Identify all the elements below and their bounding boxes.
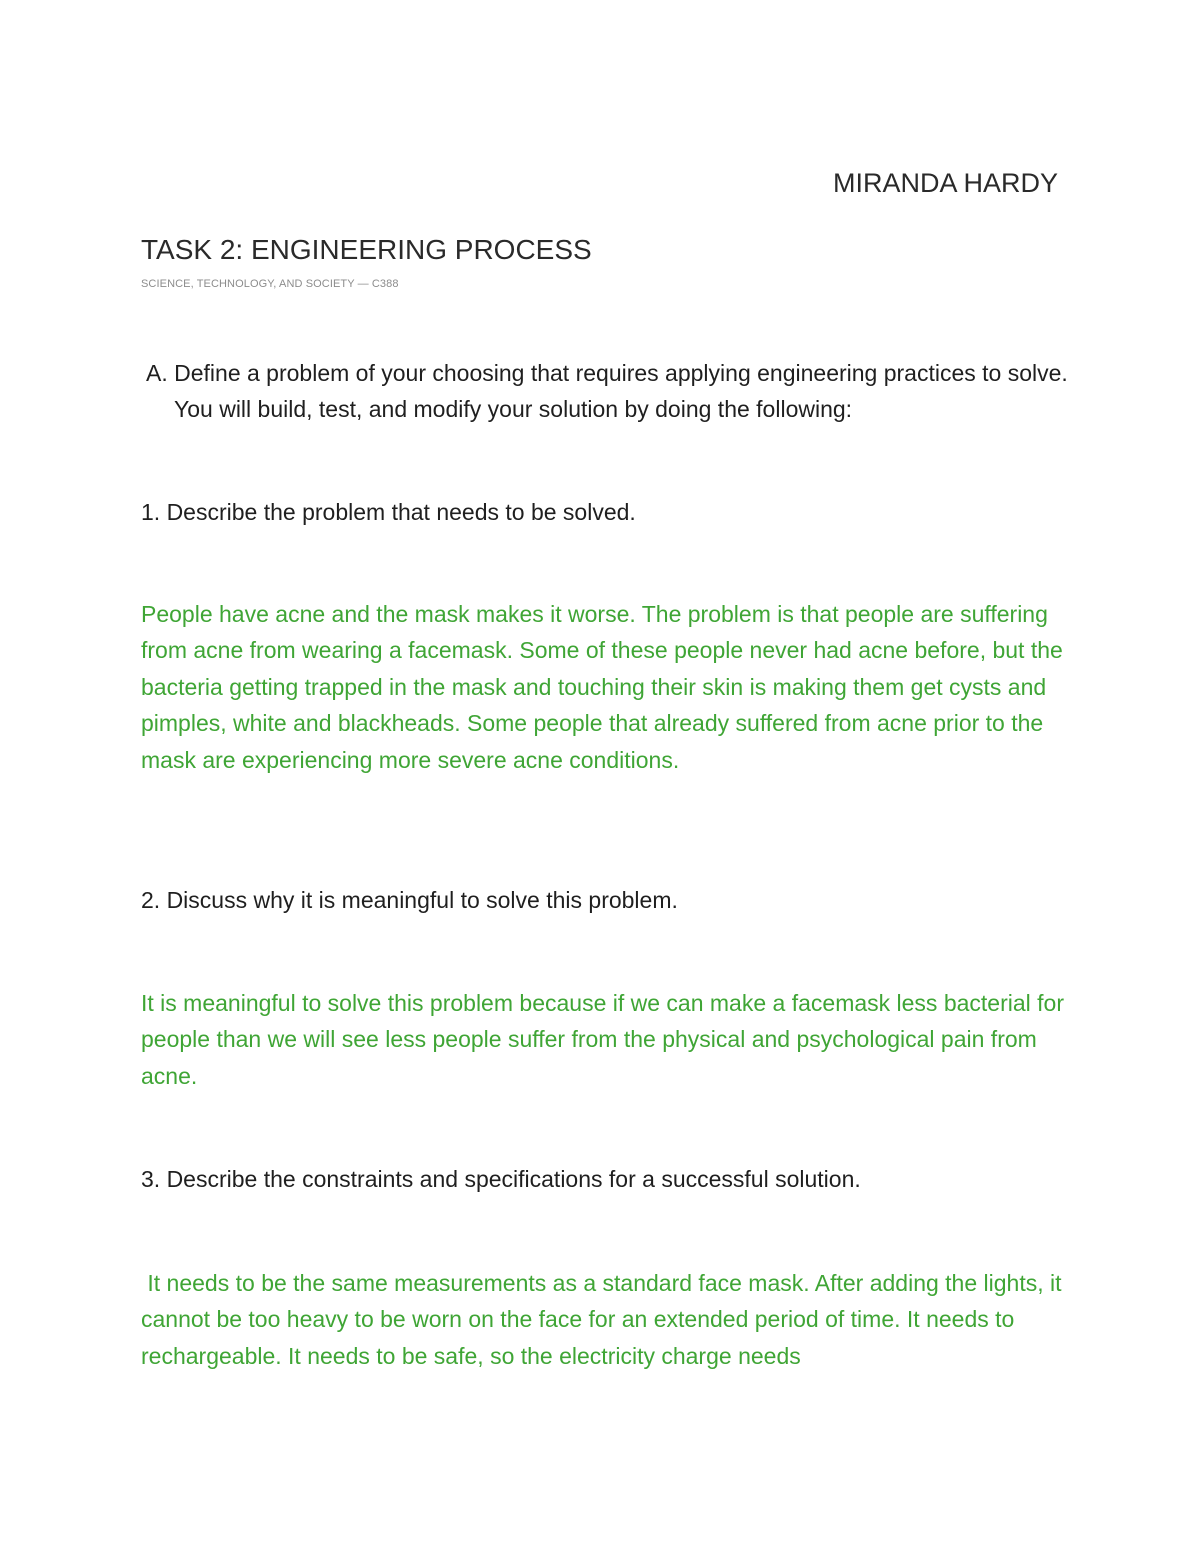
question-1: 1. Describe the problem that needs to be solved. [141, 499, 636, 525]
answer-2: It is meaningful to solve this problem because if we can make a facemask less bacterial for people than we will see less people suffer from the physical and psychological pain from acne. [141, 990, 1064, 1089]
author-name: MIRANDA HARDY [832, 168, 1058, 198]
question-3: 3. Describe the constraints and specifications for a successful solution. [141, 1166, 861, 1192]
answer-3: It needs to be the same measurements as a standard face mask. After adding the lights, it cannot be too heavy to be worn on the face for an extended period of time. It needs to rechargeable. It needs to be safe, so the electricity charge needs [141, 1270, 1062, 1369]
task-prompt: A. Define a problem of your choosing that requires applying engineering practices to solve. You will build, test, and modify your solution by doing the following: [146, 360, 1068, 422]
answer-1: People have acne and the mask makes it worse. The problem is that people are suffering from acne from wearing a facemask. Some of these people never had acne before, but the bacteria getting trapped in the mask and touching their skin is making them get cysts and pimples, white and blackheads. Some people that already suffered from acne prior to the mask are experiencing more severe acne conditions. [141, 601, 1063, 773]
question-2: 2. Discuss why it is meaningful to solve this problem. [141, 887, 678, 913]
course-subtitle: SCIENCE, TECHNOLOGY, AND SOCIETY — C388 [141, 278, 399, 290]
document-title: TASK 2: ENGINEERING PROCESS [141, 234, 592, 265]
